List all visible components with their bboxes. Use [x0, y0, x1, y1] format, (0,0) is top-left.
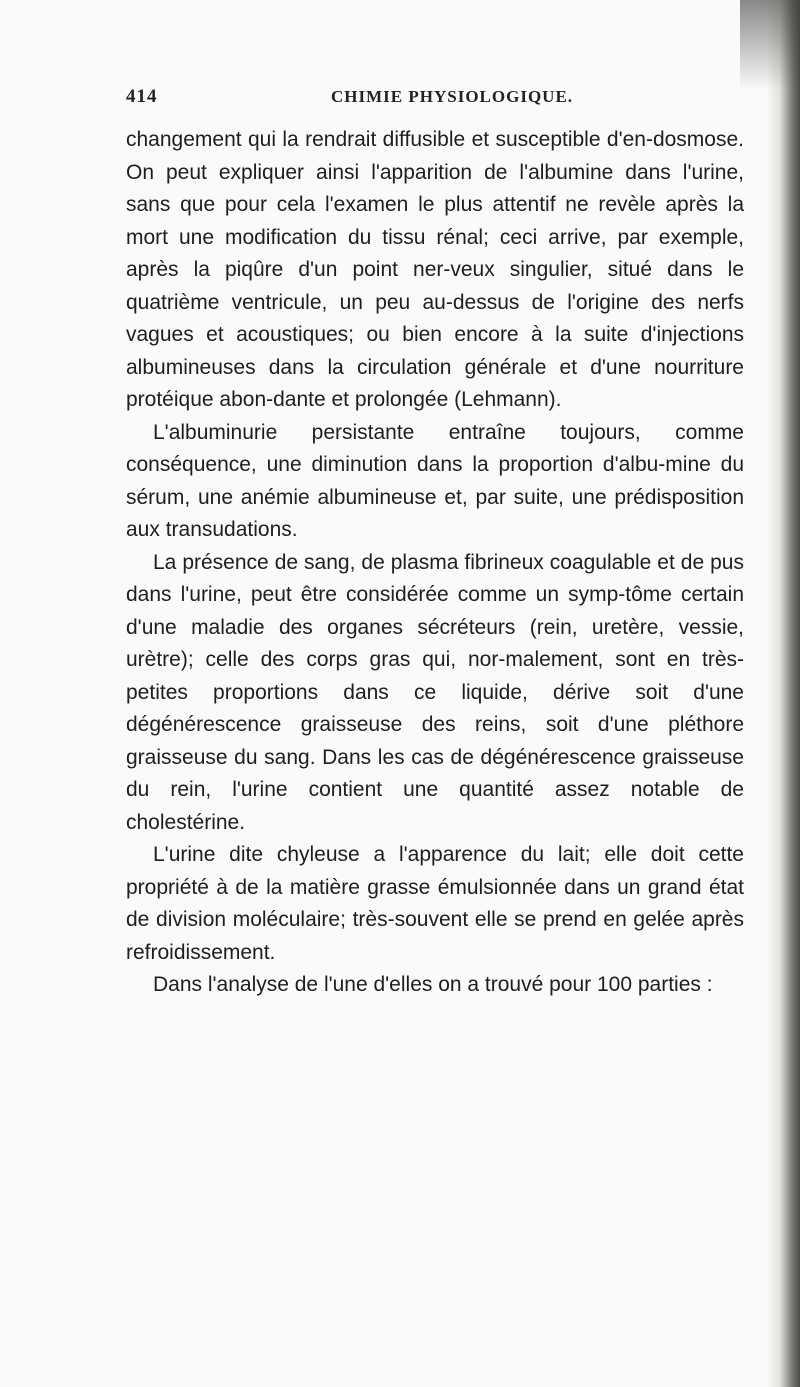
page-number: 414 [126, 86, 158, 107]
paragraph-3: La présence de sang, de plasma fibrineux coagulable et de pus dans l'urine, peut être considérée comme un symp-tôme certain d'une maladie des organes sécréteurs (rein, uretère, vessie, urètre); celle des corps gras qui, nor-malement, sont en très-petites proportions dans ce liquide, dérive soit d'une dégénérescence graisseuse des reins, soit d'une pléthore graisseuse du sang. Dans les cas de dégénérescence graisseuse du rein, l'urine contient une quantité assez notable de cholestérine. [126, 550, 744, 834]
body-text [126, 124, 744, 1002]
paragraph-4: L'urine dite chyleuse a l'apparence du lait; elle doit cette propriété à de la matière grasse émulsionnée dans un grand état de division moléculaire; très-souvent elle se prend en gelée après refroidissement. [126, 843, 744, 964]
paragraph-5: Dans l'analyse de l'une d'elles on a trouvé pour 100 parties : [153, 973, 713, 996]
page-edge-shadow [766, 0, 800, 1387]
page-header [126, 84, 746, 114]
paragraph-1: changement qui la rendrait diffusible et susceptible d'en-dosmose. On peut expliquer ainsi l'apparition de l'albumine dans l'urine, sans que pour cela l'examen le plus attentif ne revèle après la mort une modification du tissu rénal; ceci arrive, par exemple, après la piqûre d'un point ner-veux singulier, situé dans le quatrième ventricule, un peu au-dessus de l'origine des nerfs vagues et acoustiques; ou bien encore à la suite d'injections albumineuses dans la circulation générale et d'une nourriture protéique abon-dante et prolongée (Lehmann). [126, 128, 744, 411]
running-head: CHIMIE PHYSIOLOGIQUE. [331, 87, 574, 106]
paragraph-2: L'albuminurie persistante entraîne toujours, comme conséquence, une diminution dans la proportion d'albu-mine du sérum, une anémie albumineuse et, par suite, une prédisposition aux transudations. [126, 420, 744, 541]
page-corner-shadow [740, 0, 800, 90]
